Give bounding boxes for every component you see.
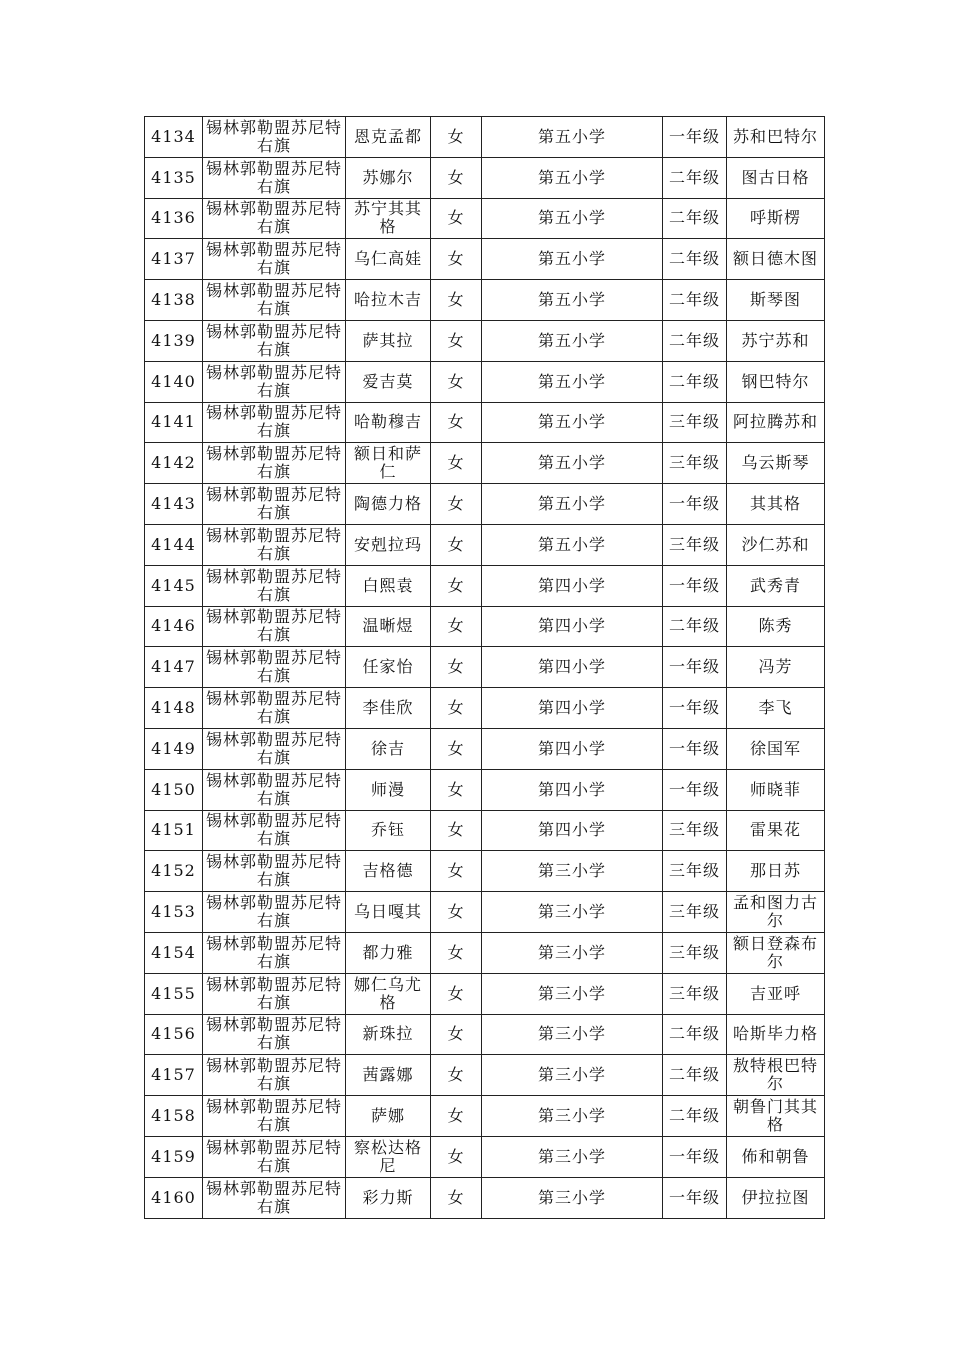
table-row: [145, 1136, 825, 1177]
parent-name-cell: 武秀青: [727, 565, 825, 606]
region-cell: 锡林郭勒盟苏尼特右旗: [203, 1096, 346, 1137]
region-cell: 锡林郭勒盟苏尼特右旗: [203, 157, 346, 198]
student-name-cell: 李佳欣: [346, 688, 431, 729]
grade-cell: 二年级: [663, 239, 727, 280]
grade-cell: 二年级: [663, 320, 727, 361]
student-name-cell: 温晰煜: [346, 606, 431, 647]
school-cell: 第五小学: [482, 402, 663, 443]
parent-name-cell: 敖特根巴特尔: [727, 1055, 825, 1096]
gender-cell: 女: [431, 117, 482, 158]
parent-name-cell: 伊拉拉图: [727, 1177, 825, 1218]
row-number-cell: 4148: [145, 688, 203, 729]
region-cell: 锡林郭勒盟苏尼特右旗: [203, 1136, 346, 1177]
parent-name-cell: 斯琴图: [727, 280, 825, 321]
row-number-cell: 4153: [145, 892, 203, 933]
parent-name-cell: 其其格: [727, 484, 825, 525]
grade-cell: 二年级: [663, 1055, 727, 1096]
region-cell: 锡林郭勒盟苏尼特右旗: [203, 484, 346, 525]
grade-cell: 一年级: [663, 769, 727, 810]
table-row: [145, 198, 825, 239]
student-name-cell: 萨其拉: [346, 320, 431, 361]
table-row: [145, 1014, 825, 1055]
parent-name-cell: 额日登森布尔: [727, 932, 825, 973]
row-number-cell: 4158: [145, 1096, 203, 1137]
grade-cell: 三年级: [663, 443, 727, 484]
row-number-cell: 4151: [145, 810, 203, 851]
school-cell: 第四小学: [482, 769, 663, 810]
table-row: [145, 647, 825, 688]
table-row: [145, 117, 825, 158]
region-cell: 锡林郭勒盟苏尼特右旗: [203, 688, 346, 729]
gender-cell: 女: [431, 688, 482, 729]
table-row: [145, 728, 825, 769]
region-cell: 锡林郭勒盟苏尼特右旗: [203, 892, 346, 933]
parent-name-cell: 沙仁苏和: [727, 524, 825, 565]
school-cell: 第三小学: [482, 1055, 663, 1096]
gender-cell: 女: [431, 810, 482, 851]
parent-name-cell: 朝鲁门其其格: [727, 1096, 825, 1137]
row-number-cell: 4156: [145, 1014, 203, 1055]
region-cell: 锡林郭勒盟苏尼特右旗: [203, 1177, 346, 1218]
table-row: [145, 769, 825, 810]
region-cell: 锡林郭勒盟苏尼特右旗: [203, 524, 346, 565]
gender-cell: 女: [431, 443, 482, 484]
school-cell: 第三小学: [482, 932, 663, 973]
region-cell: 锡林郭勒盟苏尼特右旗: [203, 443, 346, 484]
student-name-cell: 任家怡: [346, 647, 431, 688]
student-name-cell: 恩克孟都: [346, 117, 431, 158]
region-cell: 锡林郭勒盟苏尼特右旗: [203, 606, 346, 647]
parent-name-cell: 李飞: [727, 688, 825, 729]
school-cell: 第五小学: [482, 443, 663, 484]
table-row: [145, 239, 825, 280]
grade-cell: 二年级: [663, 1014, 727, 1055]
row-number-cell: 4136: [145, 198, 203, 239]
school-cell: 第五小学: [482, 484, 663, 525]
row-number-cell: 4142: [145, 443, 203, 484]
parent-name-cell: 吉亚呼: [727, 973, 825, 1014]
school-cell: 第三小学: [482, 892, 663, 933]
gender-cell: 女: [431, 851, 482, 892]
grade-cell: 一年级: [663, 1177, 727, 1218]
region-cell: 锡林郭勒盟苏尼特右旗: [203, 728, 346, 769]
grade-cell: 三年级: [663, 851, 727, 892]
row-number-cell: 4141: [145, 402, 203, 443]
region-cell: 锡林郭勒盟苏尼特右旗: [203, 117, 346, 158]
region-cell: 锡林郭勒盟苏尼特右旗: [203, 810, 346, 851]
table-row: [145, 688, 825, 729]
row-number-cell: 4147: [145, 647, 203, 688]
region-cell: 锡林郭勒盟苏尼特右旗: [203, 361, 346, 402]
school-cell: 第四小学: [482, 606, 663, 647]
gender-cell: 女: [431, 1096, 482, 1137]
gender-cell: 女: [431, 1136, 482, 1177]
row-number-cell: 4135: [145, 157, 203, 198]
grade-cell: 二年级: [663, 280, 727, 321]
gender-cell: 女: [431, 647, 482, 688]
grade-cell: 一年级: [663, 1136, 727, 1177]
table-row: [145, 361, 825, 402]
row-number-cell: 4139: [145, 320, 203, 361]
grade-cell: 三年级: [663, 892, 727, 933]
gender-cell: 女: [431, 932, 482, 973]
student-name-cell: 茜露娜: [346, 1055, 431, 1096]
grade-cell: 三年级: [663, 932, 727, 973]
region-cell: 锡林郭勒盟苏尼特右旗: [203, 198, 346, 239]
row-number-cell: 4159: [145, 1136, 203, 1177]
table-row: [145, 973, 825, 1014]
row-number-cell: 4150: [145, 769, 203, 810]
grade-cell: 一年级: [663, 728, 727, 769]
grade-cell: 三年级: [663, 402, 727, 443]
student-name-cell: 爱吉莫: [346, 361, 431, 402]
gender-cell: 女: [431, 239, 482, 280]
school-cell: 第五小学: [482, 280, 663, 321]
school-cell: 第五小学: [482, 320, 663, 361]
table-row: [145, 810, 825, 851]
gender-cell: 女: [431, 484, 482, 525]
row-number-cell: 4152: [145, 851, 203, 892]
grade-cell: 一年级: [663, 117, 727, 158]
student-name-cell: 额日和萨仁: [346, 443, 431, 484]
grade-cell: 三年级: [663, 810, 727, 851]
grade-cell: 二年级: [663, 606, 727, 647]
table-row: [145, 443, 825, 484]
parent-name-cell: 陈秀: [727, 606, 825, 647]
parent-name-cell: 佈和朝鲁: [727, 1136, 825, 1177]
region-cell: 锡林郭勒盟苏尼特右旗: [203, 973, 346, 1014]
row-number-cell: 4140: [145, 361, 203, 402]
school-cell: 第三小学: [482, 1177, 663, 1218]
parent-name-cell: 雷果花: [727, 810, 825, 851]
region-cell: 锡林郭勒盟苏尼特右旗: [203, 932, 346, 973]
row-number-cell: 4155: [145, 973, 203, 1014]
gender-cell: 女: [431, 361, 482, 402]
grade-cell: 一年级: [663, 647, 727, 688]
student-name-cell: 吉格德: [346, 851, 431, 892]
student-name-cell: 陶德力格: [346, 484, 431, 525]
student-name-cell: 苏宁其其格: [346, 198, 431, 239]
region-cell: 锡林郭勒盟苏尼特右旗: [203, 565, 346, 606]
table-row: [145, 320, 825, 361]
gender-cell: 女: [431, 1177, 482, 1218]
roster-body: [145, 117, 825, 1219]
gender-cell: 女: [431, 198, 482, 239]
table-row: [145, 892, 825, 933]
gender-cell: 女: [431, 728, 482, 769]
region-cell: 锡林郭勒盟苏尼特右旗: [203, 239, 346, 280]
grade-cell: 三年级: [663, 973, 727, 1014]
student-name-cell: 察松达格尼: [346, 1136, 431, 1177]
table-row: [145, 851, 825, 892]
row-number-cell: 4149: [145, 728, 203, 769]
region-cell: 锡林郭勒盟苏尼特右旗: [203, 1014, 346, 1055]
student-name-cell: 彩力斯: [346, 1177, 431, 1218]
grade-cell: 三年级: [663, 524, 727, 565]
gender-cell: 女: [431, 892, 482, 933]
parent-name-cell: 额日德木图: [727, 239, 825, 280]
student-name-cell: 安剋拉玛: [346, 524, 431, 565]
table-row: [145, 157, 825, 198]
student-name-cell: 乔钰: [346, 810, 431, 851]
gender-cell: 女: [431, 973, 482, 1014]
gender-cell: 女: [431, 157, 482, 198]
student-name-cell: 哈勒穆吉: [346, 402, 431, 443]
parent-name-cell: 苏和巴特尔: [727, 117, 825, 158]
row-number-cell: 4134: [145, 117, 203, 158]
grade-cell: 二年级: [663, 361, 727, 402]
region-cell: 锡林郭勒盟苏尼特右旗: [203, 280, 346, 321]
student-name-cell: 乌日嘎其: [346, 892, 431, 933]
student-name-cell: 徐吉: [346, 728, 431, 769]
parent-name-cell: 那日苏: [727, 851, 825, 892]
region-cell: 锡林郭勒盟苏尼特右旗: [203, 402, 346, 443]
table-row: [145, 565, 825, 606]
parent-name-cell: 乌云斯琴: [727, 443, 825, 484]
school-cell: 第五小学: [482, 239, 663, 280]
student-name-cell: 都力雅: [346, 932, 431, 973]
gender-cell: 女: [431, 1014, 482, 1055]
row-number-cell: 4143: [145, 484, 203, 525]
region-cell: 锡林郭勒盟苏尼特右旗: [203, 320, 346, 361]
grade-cell: 二年级: [663, 198, 727, 239]
student-roster-table: [144, 116, 825, 1219]
student-name-cell: 白熙袁: [346, 565, 431, 606]
gender-cell: 女: [431, 565, 482, 606]
region-cell: 锡林郭勒盟苏尼特右旗: [203, 851, 346, 892]
parent-name-cell: 阿拉腾苏和: [727, 402, 825, 443]
student-name-cell: 新珠拉: [346, 1014, 431, 1055]
row-number-cell: 4154: [145, 932, 203, 973]
table-row: [145, 1055, 825, 1096]
row-number-cell: 4138: [145, 280, 203, 321]
row-number-cell: 4145: [145, 565, 203, 606]
grade-cell: 一年级: [663, 565, 727, 606]
parent-name-cell: 图古日格: [727, 157, 825, 198]
school-cell: 第四小学: [482, 565, 663, 606]
gender-cell: 女: [431, 1055, 482, 1096]
school-cell: 第五小学: [482, 198, 663, 239]
school-cell: 第三小学: [482, 1096, 663, 1137]
row-number-cell: 4146: [145, 606, 203, 647]
parent-name-cell: 冯芳: [727, 647, 825, 688]
grade-cell: 二年级: [663, 157, 727, 198]
table-row: [145, 402, 825, 443]
region-cell: 锡林郭勒盟苏尼特右旗: [203, 769, 346, 810]
school-cell: 第三小学: [482, 973, 663, 1014]
table-row: [145, 280, 825, 321]
gender-cell: 女: [431, 280, 482, 321]
grade-cell: 一年级: [663, 484, 727, 525]
grade-cell: 一年级: [663, 688, 727, 729]
student-name-cell: 萨娜: [346, 1096, 431, 1137]
gender-cell: 女: [431, 524, 482, 565]
student-name-cell: 乌仁高娃: [346, 239, 431, 280]
parent-name-cell: 哈斯毕力格: [727, 1014, 825, 1055]
parent-name-cell: 孟和图力古尔: [727, 892, 825, 933]
student-name-cell: 哈拉木吉: [346, 280, 431, 321]
student-name-cell: 苏娜尔: [346, 157, 431, 198]
region-cell: 锡林郭勒盟苏尼特右旗: [203, 1055, 346, 1096]
grade-cell: 二年级: [663, 1096, 727, 1137]
row-number-cell: 4160: [145, 1177, 203, 1218]
school-cell: 第三小学: [482, 1136, 663, 1177]
parent-name-cell: 苏宁苏和: [727, 320, 825, 361]
school-cell: 第三小学: [482, 1014, 663, 1055]
row-number-cell: 4144: [145, 524, 203, 565]
parent-name-cell: 钢巴特尔: [727, 361, 825, 402]
table-row: [145, 606, 825, 647]
school-cell: 第四小学: [482, 688, 663, 729]
region-cell: 锡林郭勒盟苏尼特右旗: [203, 647, 346, 688]
table-row: [145, 932, 825, 973]
school-cell: 第五小学: [482, 524, 663, 565]
gender-cell: 女: [431, 606, 482, 647]
table-row: [145, 484, 825, 525]
table-row: [145, 1177, 825, 1218]
student-name-cell: 娜仁乌尤格: [346, 973, 431, 1014]
parent-name-cell: 呼斯楞: [727, 198, 825, 239]
parent-name-cell: 徐国军: [727, 728, 825, 769]
school-cell: 第四小学: [482, 647, 663, 688]
gender-cell: 女: [431, 402, 482, 443]
row-number-cell: 4157: [145, 1055, 203, 1096]
gender-cell: 女: [431, 769, 482, 810]
school-cell: 第五小学: [482, 361, 663, 402]
gender-cell: 女: [431, 320, 482, 361]
school-cell: 第三小学: [482, 851, 663, 892]
school-cell: 第五小学: [482, 117, 663, 158]
table-row: [145, 524, 825, 565]
school-cell: 第四小学: [482, 810, 663, 851]
parent-name-cell: 师晓菲: [727, 769, 825, 810]
school-cell: 第四小学: [482, 728, 663, 769]
student-name-cell: 师漫: [346, 769, 431, 810]
row-number-cell: 4137: [145, 239, 203, 280]
school-cell: 第五小学: [482, 157, 663, 198]
table-row: [145, 1096, 825, 1137]
